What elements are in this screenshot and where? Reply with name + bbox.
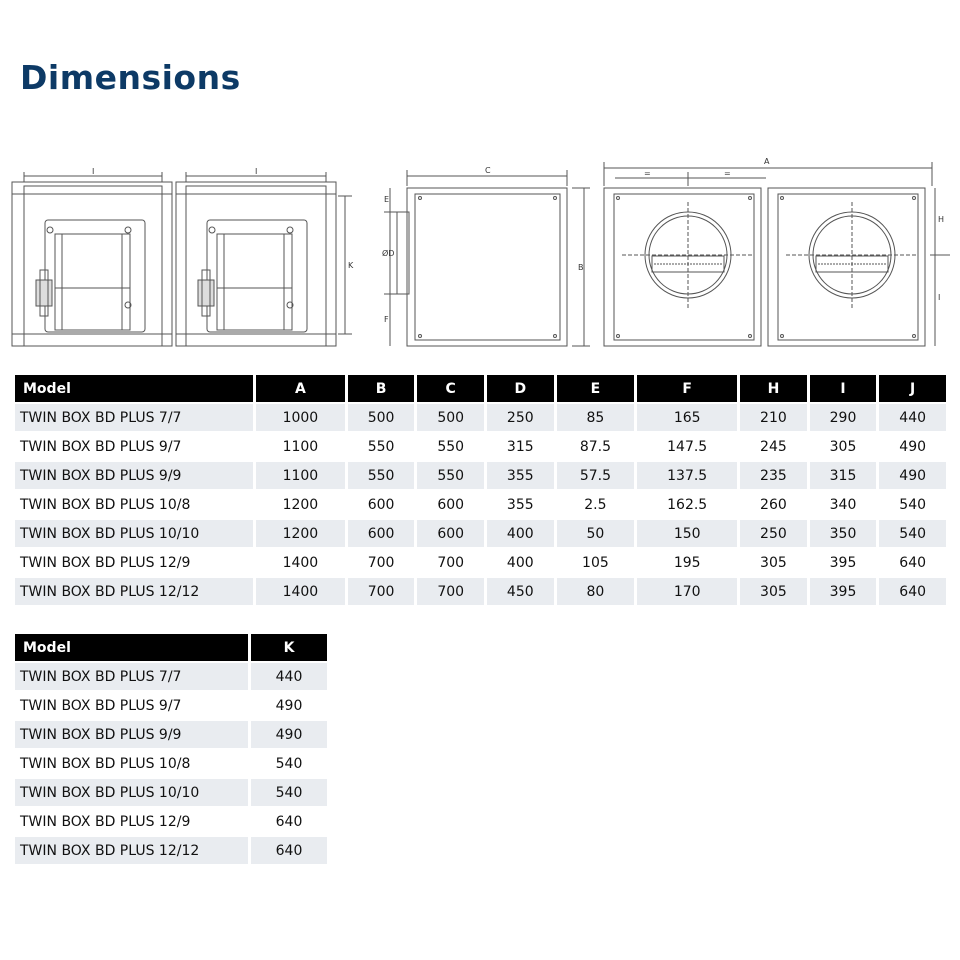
k-dimension-table (12, 632, 330, 866)
value-cell: 490 (879, 433, 946, 460)
model-cell: TWIN BOX BD PLUS 12/9 (15, 549, 253, 576)
page-title: Dimensions (20, 58, 241, 97)
column-header-h: H (740, 375, 807, 402)
front-view (384, 170, 590, 346)
model-cell: TWIN BOX BD PLUS 10/8 (15, 750, 248, 777)
value-cell: 400 (487, 549, 554, 576)
value-cell: 147.5 (637, 433, 737, 460)
dim-label-h: H (938, 215, 945, 224)
value-cell: 355 (487, 491, 554, 518)
value-cell: 400 (487, 520, 554, 547)
value-cell: 260 (740, 491, 807, 518)
value-cell: 305 (810, 433, 877, 460)
model-cell: TWIN BOX BD PLUS 10/8 (15, 491, 253, 518)
side-view-right (176, 172, 352, 346)
table-body (15, 404, 946, 605)
value-cell: 700 (348, 549, 415, 576)
value-cell: 305 (740, 578, 807, 605)
value-cell: 550 (348, 462, 415, 489)
table-row (15, 404, 946, 431)
model-cell: TWIN BOX BD PLUS 10/10 (15, 779, 248, 806)
value-cell: 440 (251, 663, 327, 690)
value-cell: 137.5 (637, 462, 737, 489)
value-cell: 640 (251, 837, 327, 864)
table-row (15, 663, 327, 690)
value-cell: 600 (348, 520, 415, 547)
dim-label-eq-right: = (724, 169, 731, 178)
value-cell: 355 (487, 462, 554, 489)
value-cell: 80 (557, 578, 635, 605)
model-cell: TWIN BOX BD PLUS 9/7 (15, 433, 253, 460)
model-cell: TWIN BOX BD PLUS 12/12 (15, 837, 248, 864)
value-cell: 250 (740, 520, 807, 547)
dim-label-i-right: I (255, 167, 258, 176)
table-row (15, 837, 327, 864)
model-cell: TWIN BOX BD PLUS 7/7 (15, 663, 248, 690)
table-header-row (15, 375, 946, 402)
value-cell: 395 (810, 578, 877, 605)
value-cell: 1100 (256, 433, 345, 460)
value-cell: 162.5 (637, 491, 737, 518)
model-cell: TWIN BOX BD PLUS 9/9 (15, 462, 253, 489)
column-header-e: E (557, 375, 635, 402)
dimensions-table (12, 373, 949, 607)
table-row (15, 692, 327, 719)
dim-label-e: E (384, 195, 390, 204)
column-header-model: Model (15, 375, 253, 402)
value-cell: 540 (251, 779, 327, 806)
dim-label-eq-left: = (644, 169, 651, 178)
technical-drawings (0, 150, 960, 355)
value-cell: 305 (740, 549, 807, 576)
value-cell: 640 (879, 578, 946, 605)
value-cell: 550 (348, 433, 415, 460)
model-cell: TWIN BOX BD PLUS 12/9 (15, 808, 248, 835)
value-cell: 1200 (256, 491, 345, 518)
table-row (15, 433, 946, 460)
value-cell: 250 (487, 404, 554, 431)
dim-label-f: F (384, 315, 389, 324)
model-cell: TWIN BOX BD PLUS 10/10 (15, 520, 253, 547)
value-cell: 315 (810, 462, 877, 489)
value-cell: 195 (637, 549, 737, 576)
model-cell: TWIN BOX BD PLUS 9/7 (15, 692, 248, 719)
value-cell: 105 (557, 549, 635, 576)
value-cell: 490 (879, 462, 946, 489)
value-cell: 85 (557, 404, 635, 431)
column-header-k: K (251, 634, 327, 661)
value-cell: 1400 (256, 578, 345, 605)
value-cell: 1400 (256, 549, 345, 576)
value-cell: 395 (810, 549, 877, 576)
value-cell: 340 (810, 491, 877, 518)
model-cell: TWIN BOX BD PLUS 12/12 (15, 578, 253, 605)
table-row (15, 462, 946, 489)
table-header-row (15, 634, 327, 661)
side-view-left (12, 172, 172, 346)
value-cell: 500 (348, 404, 415, 431)
column-header-i: I (810, 375, 877, 402)
dim-label-b: B (578, 263, 584, 272)
value-cell: 2.5 (557, 491, 635, 518)
value-cell: 600 (417, 491, 484, 518)
table-row (15, 549, 946, 576)
value-cell: 540 (251, 750, 327, 777)
model-cell: TWIN BOX BD PLUS 9/9 (15, 721, 248, 748)
value-cell: 700 (348, 578, 415, 605)
value-cell: 600 (348, 491, 415, 518)
table-row (15, 779, 327, 806)
value-cell: 490 (251, 692, 327, 719)
column-header-model: Model (15, 634, 248, 661)
value-cell: 540 (879, 491, 946, 518)
value-cell: 235 (740, 462, 807, 489)
value-cell: 1000 (256, 404, 345, 431)
column-header-f: F (637, 375, 737, 402)
model-cell: TWIN BOX BD PLUS 7/7 (15, 404, 253, 431)
value-cell: 315 (487, 433, 554, 460)
value-cell: 1100 (256, 462, 345, 489)
value-cell: 290 (810, 404, 877, 431)
table-row (15, 578, 946, 605)
dim-label-c: C (485, 166, 491, 175)
column-header-j: J (879, 375, 946, 402)
value-cell: 350 (810, 520, 877, 547)
value-cell: 700 (417, 578, 484, 605)
dim-label-d: ØD (382, 249, 395, 258)
value-cell: 87.5 (557, 433, 635, 460)
column-header-a: A (256, 375, 345, 402)
column-header-d: D (487, 375, 554, 402)
column-header-c: C (417, 375, 484, 402)
top-view (604, 162, 950, 346)
dim-label-j: I (938, 293, 941, 302)
value-cell: 600 (417, 520, 484, 547)
value-cell: 500 (417, 404, 484, 431)
column-header-b: B (348, 375, 415, 402)
value-cell: 50 (557, 520, 635, 547)
value-cell: 210 (740, 404, 807, 431)
value-cell: 540 (879, 520, 946, 547)
table-row (15, 721, 327, 748)
value-cell: 170 (637, 578, 737, 605)
table-row (15, 491, 946, 518)
value-cell: 700 (417, 549, 484, 576)
value-cell: 640 (251, 808, 327, 835)
table-row (15, 520, 946, 547)
value-cell: 57.5 (557, 462, 635, 489)
dim-label-k: K (348, 261, 354, 270)
value-cell: 490 (251, 721, 327, 748)
value-cell: 550 (417, 462, 484, 489)
table-row (15, 808, 327, 835)
value-cell: 450 (487, 578, 554, 605)
dim-label-a: A (764, 157, 770, 166)
table-body (15, 663, 327, 864)
value-cell: 550 (417, 433, 484, 460)
value-cell: 1200 (256, 520, 345, 547)
value-cell: 165 (637, 404, 737, 431)
dim-label-i-left: I (92, 167, 95, 176)
value-cell: 150 (637, 520, 737, 547)
value-cell: 440 (879, 404, 946, 431)
table-row (15, 750, 327, 777)
value-cell: 640 (879, 549, 946, 576)
value-cell: 245 (740, 433, 807, 460)
